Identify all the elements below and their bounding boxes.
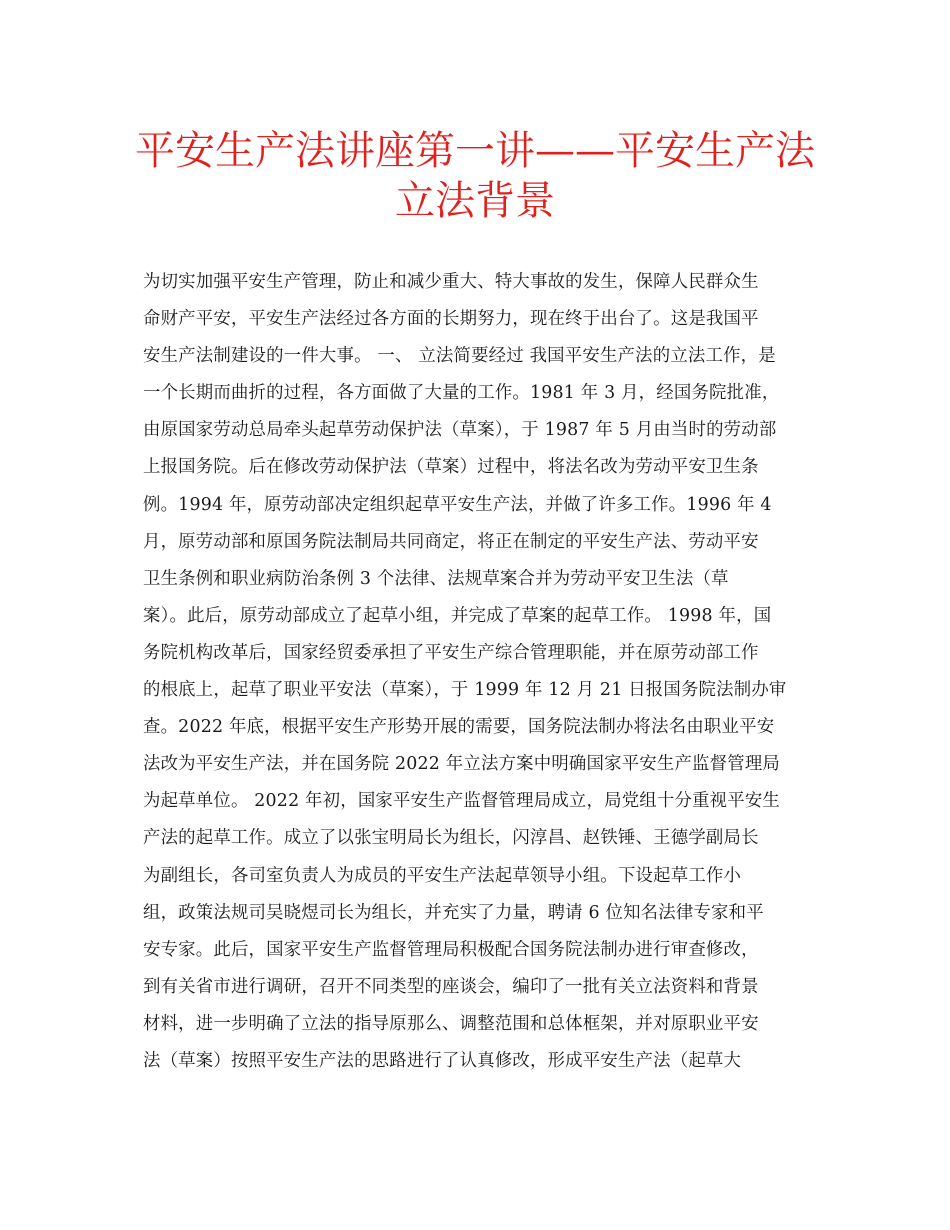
body-line: 安专家。此后，国家平安生产监督管理局积极配合国务院法制办进行审查修改， (143, 939, 759, 960)
document-body (143, 264, 809, 1080)
body-line: 查。2022 年底，根据平安生产形势开展的需要，国务院法制办将法名由职业平安 (143, 717, 775, 738)
body-line: 安生产法制建设的一件大事。 一、 立法简要经过 我国平安生产法的立法工作，是 (143, 346, 776, 367)
body-line: 组，政策法规司吴晓煜司长为组长，并充实了力量，聘请 6 位知名法律专家和平 (143, 902, 764, 923)
title-line-2: 立法背景 (395, 178, 555, 224)
body-line: 到有关省市进行调研，召开不同类型的座谈会，编印了一批有关立法资料和背景 (143, 976, 759, 997)
document-title (130, 126, 820, 226)
body-line: 为起草单位。 2022 年初，国家平安生产监督管理局成立，局党组十分重视平安生 (143, 791, 781, 812)
body-line: 产法的起草工作。成立了以张宝明局长为组长，闪淳昌、赵铁锤、王德学副局长 (143, 828, 759, 849)
body-line: 月，原劳动部和原国务院法制局共同商定，将正在制定的平安生产法、劳动平安 (143, 531, 759, 552)
body-line: 卫生条例和职业病防治条例 3 个法律、法规草案合并为劳动平安卫生法（草 (143, 568, 729, 589)
title-line-1: 平安生产法讲座第一讲——平安生产法 (135, 128, 815, 174)
body-line: 一个长期而曲折的过程，各方面做了大量的工作。1981 年 3 月，经国务院批准， (143, 383, 780, 404)
body-line: 法改为平安生产法，并在国务院 2022 年立法方案中明确国家平安生产监督管理局 (143, 754, 781, 775)
body-line: 案）。此后，原劳动部成立了起草小组，并完成了草案的起草工作。 1998 年，国 (143, 605, 772, 626)
body-line: 材料，进一步明确了立法的指导原那么、调整范围和总体框架，并对原职业平安 (143, 1013, 759, 1034)
body-line: 的根底上，起草了职业平安法（草案），于 1999 年 12 月 21 日报国务院法制办审 (143, 680, 787, 701)
body-line: 为副组长，各司室负责人为成员的平安生产法起草领导小组。下设起草工作小 (143, 865, 742, 886)
body-line: 例。1994 年，原劳动部决定组织起草平安生产法，并做了许多工作。1996 年 4 (143, 494, 772, 515)
body-line: 由原国家劳动总局牵头起草劳动保护法（草案），于 1987 年 5 月由当时的劳动部 (143, 420, 777, 441)
body-line: 务院机构改革后，国家经贸委承担了平安生产综合管理职能，并在原劳动部工作 (143, 642, 759, 663)
body-line: 上报国务院。后在修改劳动保护法（草案）过程中，将法名改为劳动平安卫生条 (143, 457, 759, 478)
body-line: 法（草案）按照平安生产法的思路进行了认真修改，形成平安生产法（起草大 (143, 1050, 742, 1071)
body-line: 为切实加强平安生产管理，防止和减少重大、特大事故的发生，保障人民群众生 (143, 272, 759, 292)
body-line: 命财产平安，平安生产法经过各方面的长期努力，现在终于出台了。这是我国平 (143, 309, 759, 330)
